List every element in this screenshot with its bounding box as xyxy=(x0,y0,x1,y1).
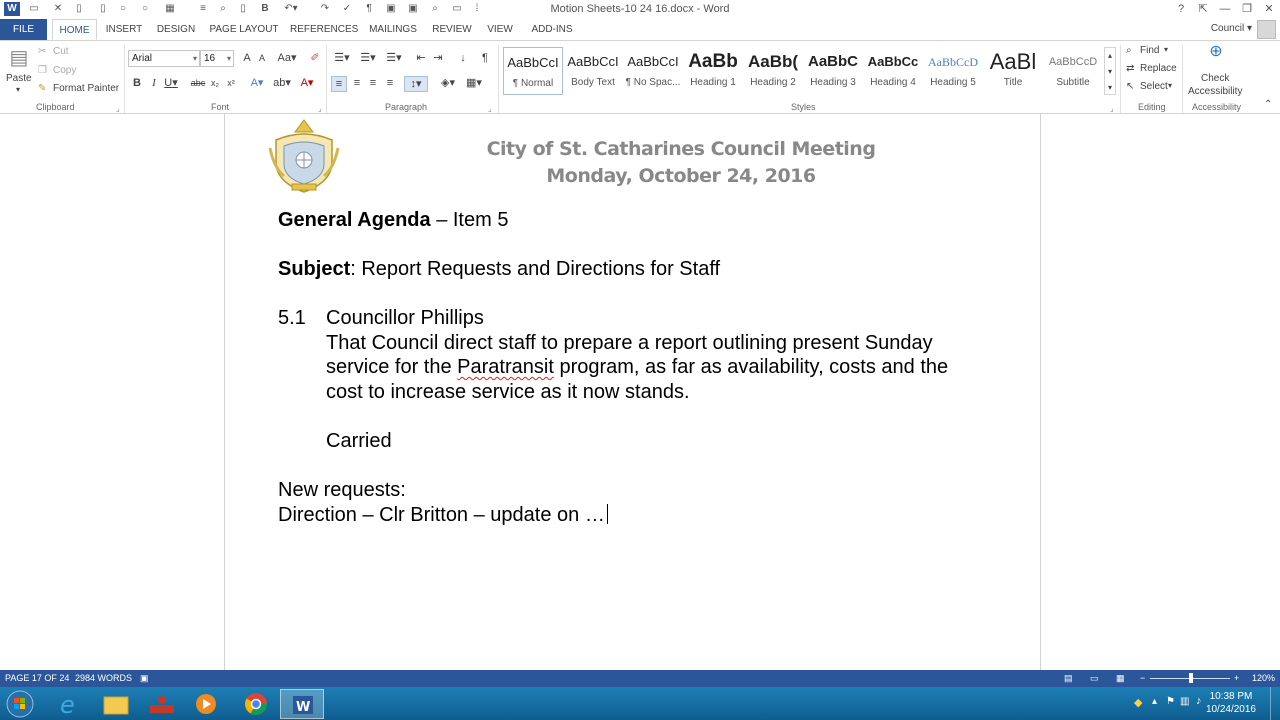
clock[interactable] xyxy=(1206,690,1256,716)
start-button-icon[interactable] xyxy=(4,689,36,719)
ribbon xyxy=(0,40,1280,114)
open-folder-icon[interactable]: ▭ xyxy=(29,3,39,14)
paste-dropdown-icon[interactable]: ▾ xyxy=(16,85,21,94)
shape-icon[interactable]: ○ xyxy=(141,3,149,14)
print-preview-icon[interactable]: ⌕ xyxy=(432,3,438,14)
svg-text:e: e xyxy=(60,691,75,719)
document-area[interactable] xyxy=(0,114,1280,670)
style-preview: AaBb xyxy=(688,51,738,72)
header-meeting-date: Monday, October 24, 2016 xyxy=(546,165,816,187)
tab-references[interactable]: REFERENCES xyxy=(290,24,359,35)
decrease-indent-icon[interactable]: ⇤ xyxy=(416,52,426,64)
font-group-label: Font xyxy=(211,102,230,112)
tab-home[interactable]: HOME xyxy=(52,19,97,40)
page-edge-left xyxy=(224,114,225,670)
styles-group-label: Styles xyxy=(791,102,816,112)
item-title: Councillor Phillips xyxy=(326,307,484,329)
avatar[interactable] xyxy=(1257,20,1276,39)
style-name: Heading 1 xyxy=(690,77,736,88)
replace-button[interactable]: Replace xyxy=(1140,63,1177,74)
body-line-2-b: program, as far as availability, costs and the xyxy=(553,356,949,378)
clear-formatting-icon[interactable]: ✐ xyxy=(310,52,320,64)
chrome-icon[interactable] xyxy=(234,689,278,719)
new-requests-heading: New requests: xyxy=(278,479,406,501)
italic-button[interactable]: I xyxy=(152,77,156,89)
volume-icon[interactable]: ♪ xyxy=(1196,695,1202,707)
style-preview: AaBbCc xyxy=(867,54,919,69)
style-name: Heading 4 xyxy=(870,77,916,88)
select-icon[interactable]: ↖ xyxy=(1126,81,1135,92)
body-line-2 xyxy=(326,356,948,379)
style-heading-1[interactable] xyxy=(683,47,743,95)
align-icon[interactable]: ≡ xyxy=(200,3,206,14)
read-mode-icon[interactable]: ▤ xyxy=(1064,673,1073,683)
find-icon[interactable]: ⌕ xyxy=(1126,45,1132,56)
cut-icon[interactable]: ✂ xyxy=(38,46,47,57)
highlight-icon[interactable]: ab▾ xyxy=(273,77,291,89)
misspelled-word[interactable]: Paratransit xyxy=(457,356,554,378)
replace-icon[interactable]: ⇄ xyxy=(1126,63,1135,74)
tab-file[interactable]: FILE xyxy=(0,19,47,40)
title-bar xyxy=(0,0,1280,19)
word-taskbar-icon[interactable] xyxy=(280,689,324,719)
paragraph-launcher-icon[interactable]: ⌟ xyxy=(488,104,492,113)
align-center-button[interactable]: ≡ xyxy=(353,77,361,89)
shrink-font-icon[interactable]: A xyxy=(258,53,265,63)
style-name: Body Text xyxy=(571,77,615,88)
clipboard-launcher-icon[interactable]: ⌟ xyxy=(116,104,120,113)
styles-scroll-icon[interactable]: ▴ ▾ ▾ xyxy=(1104,47,1116,95)
direction-text: Direction – Clr Britton – update on … xyxy=(278,504,605,526)
page-icon[interactable]: ▯ xyxy=(240,3,246,14)
increase-indent-icon[interactable]: ⇥ xyxy=(433,52,443,64)
style-preview: AaBbCcI xyxy=(627,54,679,69)
city-crest-logo xyxy=(266,118,342,196)
style-heading-3[interactable] xyxy=(803,47,863,95)
svg-text:W: W xyxy=(296,700,311,715)
divider xyxy=(498,45,499,113)
body-line-1: That Council direct staff to prepare a report outlining present Sunday xyxy=(326,332,933,354)
text-caret xyxy=(607,504,608,524)
align-right-button[interactable]: ≡ xyxy=(369,77,377,89)
tray-expand-icon[interactable]: ▴ xyxy=(1152,696,1158,707)
tab-mailings[interactable]: MAILINGS xyxy=(369,24,417,35)
internet-explorer-icon[interactable] xyxy=(48,689,92,719)
accessibility-group-label: Accessibility xyxy=(1192,102,1242,112)
help-button[interactable]: ? xyxy=(1177,3,1185,15)
print-layout-icon[interactable]: ▭ xyxy=(1090,673,1099,683)
format-painter-icon[interactable]: ✎ xyxy=(38,83,47,94)
style-preview: AaBbC xyxy=(807,53,858,70)
style-heading-4[interactable] xyxy=(863,47,923,95)
font-name-select[interactable] xyxy=(128,50,200,67)
status-bar xyxy=(0,670,1280,687)
editing-group-label: Editing xyxy=(1138,102,1166,112)
print-icon[interactable]: ▭ xyxy=(452,3,462,14)
bold-quick-icon[interactable]: B xyxy=(261,3,269,14)
superscript-button[interactable]: x² xyxy=(227,78,235,88)
style-subtitle[interactable] xyxy=(1043,47,1103,95)
minimize-button[interactable]: — xyxy=(1219,3,1231,15)
paste-button[interactable]: Paste xyxy=(6,73,32,84)
binoculars-icon[interactable]: ⌕ xyxy=(220,3,226,14)
underline-button[interactable]: U▾ xyxy=(164,77,178,89)
show-desktop-button[interactable] xyxy=(1270,687,1280,720)
font-color-icon[interactable]: A▾ xyxy=(300,77,314,89)
save-icon[interactable]: ▯ xyxy=(100,3,106,14)
clock-time: 10:38 PM xyxy=(1209,691,1253,702)
chevron-down-icon: ▾ xyxy=(192,54,197,63)
style-heading-2[interactable] xyxy=(743,47,803,95)
style-name: Heading 3 xyxy=(810,77,856,88)
action-center-icon[interactable]: ⚑ xyxy=(1166,696,1175,707)
item-number: 5.1 xyxy=(278,307,306,329)
table-icon[interactable]: ▦ xyxy=(165,3,175,14)
style-name: Title xyxy=(1003,77,1023,88)
select-button[interactable]: Select xyxy=(1140,81,1168,92)
page-edge-right xyxy=(1040,114,1041,670)
copy-button[interactable]: Copy xyxy=(53,65,77,76)
carried-text: Carried xyxy=(326,430,392,452)
save-disk-icon[interactable]: ▣ xyxy=(386,3,396,14)
check-accessibility-button[interactable]: Check xyxy=(1201,73,1230,84)
style-heading-5[interactable] xyxy=(923,47,983,95)
word-count[interactable]: 2984 WORDS xyxy=(75,673,133,683)
check-icon[interactable]: ✓ xyxy=(342,3,352,14)
collapse-ribbon-icon[interactable]: ⌃ xyxy=(1264,99,1273,110)
tab-view[interactable]: VIEW xyxy=(487,24,513,35)
paste-icon[interactable]: ▤ xyxy=(9,47,29,69)
body-line-2-a: service for the xyxy=(326,356,458,378)
styles-launcher-icon[interactable]: ⌟ xyxy=(1110,104,1114,113)
proofing-icon[interactable]: ▣ xyxy=(140,673,149,683)
clock-date: 10/24/2016 xyxy=(1205,704,1256,715)
window-title: Motion Sheets-10 24 16.docx - Word xyxy=(550,3,730,15)
tab-page-layout[interactable]: PAGE LAYOUT xyxy=(209,24,279,35)
format-painter-button[interactable]: Format Painter xyxy=(53,83,120,94)
divider xyxy=(326,45,327,113)
style-name: Subtitle xyxy=(1056,77,1090,88)
style-body-text[interactable] xyxy=(563,47,623,95)
subscript-button[interactable]: x₂ xyxy=(211,78,219,88)
grow-font-icon[interactable]: A xyxy=(243,52,251,64)
style-no-spacing[interactable] xyxy=(623,47,683,95)
restore-button[interactable]: ❐ xyxy=(1242,3,1252,15)
undo-icon[interactable]: ↶▾ xyxy=(284,3,298,14)
network-icon[interactable]: ▥ xyxy=(1180,696,1190,707)
agenda-rest: – Item 5 xyxy=(430,209,509,231)
line-spacing-icon[interactable]: ↕▾ xyxy=(404,76,428,92)
copy-icon[interactable]: ❐ xyxy=(38,65,47,76)
cut-button[interactable]: Cut xyxy=(53,46,69,57)
subject-line xyxy=(278,258,720,281)
bullets-icon[interactable]: ☰▾ xyxy=(334,52,350,64)
style-preview: AaBl xyxy=(989,49,1037,74)
chevron-down-icon[interactable]: ▾ xyxy=(1168,81,1173,90)
media-player-icon[interactable] xyxy=(184,689,228,719)
numbering-icon[interactable]: ☰▾ xyxy=(360,52,376,64)
new-doc-icon[interactable]: ▯ xyxy=(76,3,82,14)
account-name[interactable]: Council ▾ xyxy=(1210,23,1252,34)
style-preview: AaBbCcI xyxy=(507,55,559,70)
tab-insert[interactable]: INSERT xyxy=(105,24,143,35)
web-layout-icon[interactable]: ▦ xyxy=(1116,673,1125,683)
recorder-app-icon[interactable] xyxy=(140,689,184,719)
check-accessibility-label[interactable]: Accessibility xyxy=(1188,86,1243,97)
tools-icon[interactable]: ✕ xyxy=(53,3,63,14)
show-marks-icon[interactable]: ¶ xyxy=(482,52,488,64)
font-size-value: 16 xyxy=(204,53,216,64)
paragraph-group-label: Paragraph xyxy=(385,102,428,112)
security-tray-icon[interactable]: ◆ xyxy=(1134,697,1143,709)
close-button[interactable]: ✕ xyxy=(1264,3,1274,15)
save-as-icon[interactable]: ▣ xyxy=(408,3,418,14)
tab-review[interactable]: REVIEW xyxy=(432,24,472,35)
font-launcher-icon[interactable]: ⌟ xyxy=(318,104,322,113)
divider xyxy=(1182,45,1183,113)
justify-button[interactable]: ≡ xyxy=(386,77,394,89)
divider xyxy=(1120,45,1121,113)
style-name: Heading 2 xyxy=(750,77,796,88)
style-name: Heading 5 xyxy=(930,77,976,88)
account-label: Council xyxy=(1210,23,1245,34)
style-title[interactable] xyxy=(983,47,1043,95)
circle-icon[interactable]: ○ xyxy=(119,3,127,14)
style-preview: AaBbCcD xyxy=(1048,56,1098,68)
style-preview: AaBb( xyxy=(747,52,799,71)
clipboard-group-label: Clipboard xyxy=(36,102,75,112)
subject-bold: Subject xyxy=(278,258,351,280)
chevron-down-icon: ▾ xyxy=(226,54,231,63)
align-left-button[interactable]: ≡ xyxy=(331,76,347,92)
tab-add-ins[interactable]: ADD-INS xyxy=(531,24,573,35)
subject-rest: : Report Requests and Directions for Staff xyxy=(350,258,721,280)
check-accessibility-icon[interactable]: ⊕ xyxy=(1209,43,1223,60)
sort-icon[interactable]: ↓ xyxy=(460,52,466,64)
pilcrow-quick-icon[interactable]: ¶ xyxy=(366,3,372,14)
ribbon-tabs xyxy=(0,19,1280,40)
header-meeting-title: City of St. Catharines Council Meeting xyxy=(486,138,876,160)
font-size-select[interactable] xyxy=(200,50,234,67)
bold-button[interactable]: B xyxy=(133,77,141,89)
body-line-3: cost to increase service as it now stands. xyxy=(326,381,690,403)
divider xyxy=(124,45,125,113)
text-effects-icon[interactable]: A▾ xyxy=(250,77,264,89)
page-count[interactable]: PAGE 17 OF 24 xyxy=(5,673,70,683)
style-name: ¶ Normal xyxy=(512,78,554,89)
chevron-down-icon[interactable]: ▾ xyxy=(1164,45,1169,54)
direction-line xyxy=(278,504,608,527)
style-name: ¶ No Spac... xyxy=(625,77,681,88)
style-normal[interactable] xyxy=(503,47,563,95)
file-explorer-icon[interactable] xyxy=(94,689,138,719)
zoom-in-button[interactable]: + xyxy=(1234,673,1240,683)
agenda-bold: General Agenda xyxy=(278,209,431,231)
zoom-level[interactable]: 120% xyxy=(1252,673,1276,683)
customize-qat-icon[interactable]: ⁞ xyxy=(475,3,479,14)
zoom-slider-thumb[interactable] xyxy=(1189,673,1193,683)
strikethrough-button[interactable]: abc xyxy=(190,78,206,88)
taskbar xyxy=(0,687,1280,720)
find-button[interactable]: Find xyxy=(1140,45,1160,56)
style-preview: AaBbCcD xyxy=(928,55,978,69)
agenda-line xyxy=(278,209,508,232)
style-preview: AaBbCcI xyxy=(567,54,619,69)
word-app-icon[interactable]: W xyxy=(4,2,20,16)
tab-design[interactable]: DESIGN xyxy=(156,24,196,35)
shading-icon[interactable]: ◈▾ xyxy=(441,77,455,89)
redo-icon[interactable]: ↷ xyxy=(320,3,330,14)
font-name-value: Arial xyxy=(132,53,153,64)
borders-icon[interactable]: ▦▾ xyxy=(466,77,482,89)
zoom-out-button[interactable]: − xyxy=(1140,673,1146,683)
ribbon-display-button[interactable]: ⇱ xyxy=(1198,3,1208,15)
multilevel-list-icon[interactable]: ☰▾ xyxy=(386,52,402,64)
change-case-icon[interactable]: Aa▾ xyxy=(277,52,297,64)
